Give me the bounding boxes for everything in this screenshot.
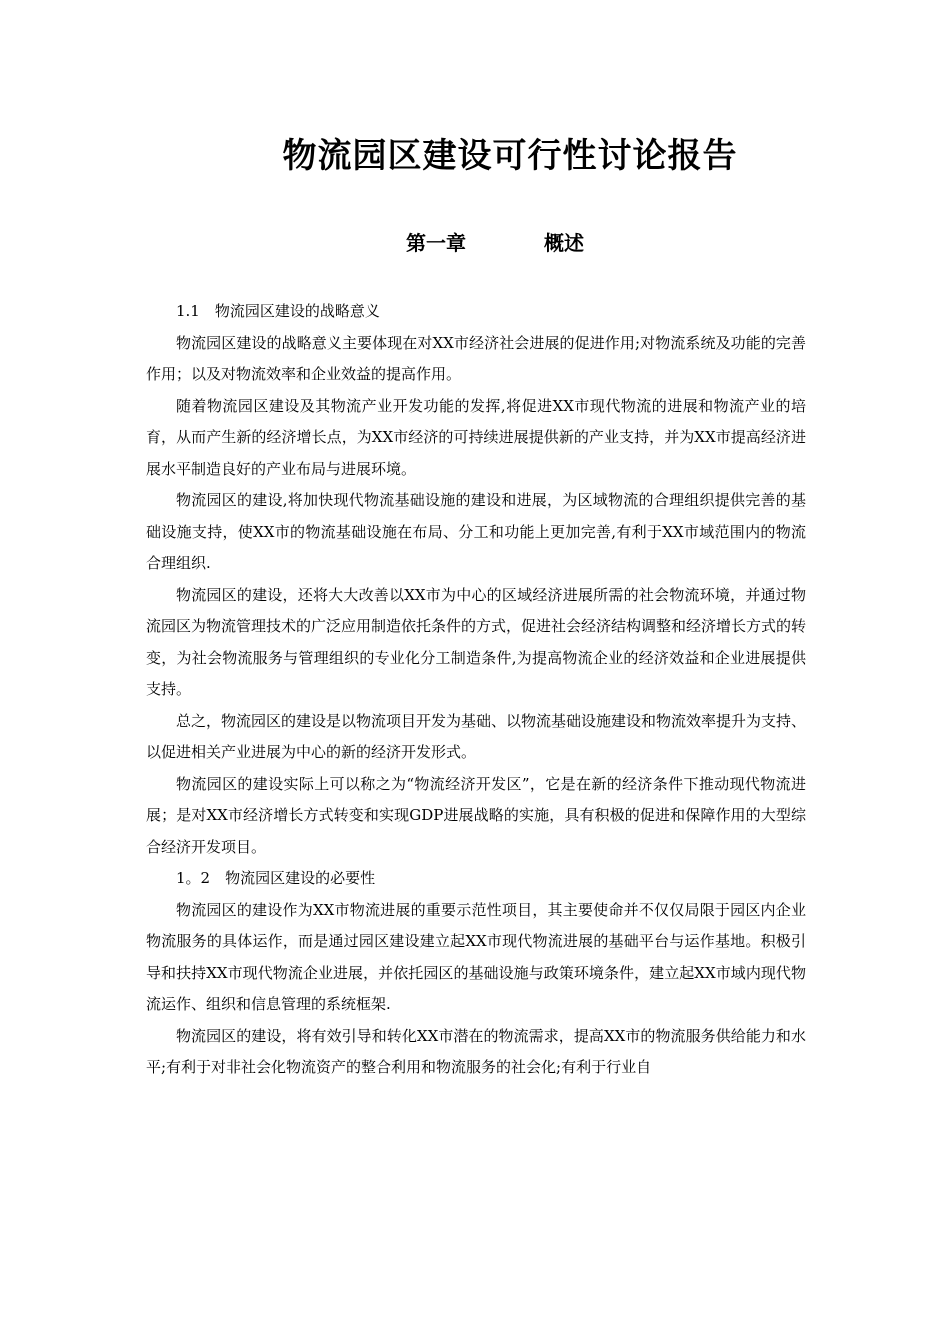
chapter-number: 第一章 xyxy=(406,231,466,255)
chapter-name: 概述 xyxy=(544,231,584,255)
paragraph: 随着物流园区建设及其物流产业开发功能的发挥,将促进XX市现代物流的进展和物流产业的培育，从而产生新的经济增长点，为XX市经济的可持续进展提供新的产业支持，并为XX市提高经济进展水平制造良好的产业布局与进展环境。 xyxy=(146,396,806,478)
section-heading: 1。2 物流园区建设的必要性 xyxy=(176,869,376,887)
paragraph: 物流园区的建设实际上可以称之为“物流经济开发区”，它是在新的经济条件下推动现代物流进展；是对XX市经济增长方式转变和实现GDP进展战略的实施，具有积极的促进和保障作用的大型综合经济开发项目。 xyxy=(146,774,806,856)
paragraph: 物流园区的建设,将加快现代物流基础设施的建设和进展，为区域物流的合理组织提供完善的基础设施支持，使XX市的物流基础设施在布局、分工和功能上更加完善,有利于XX市域范围内的物流合理组织. xyxy=(146,491,806,572)
document-title: 物流园区建设可行性讨论报告 xyxy=(282,136,738,176)
chapter-heading xyxy=(0,227,950,256)
paragraph: 物流园区的建设，还将大大改善以XX市为中心的区域经济进展所需的社会物流环境，并通过物流园区为物流管理技术的广泛应用制造依托条件的方式，促进社会经济结构调整和经济增长方式的转变，为社会物流服务与管理组织的专业化分工制造条件,为提高物流企业的经济效益和企业进展提供支持。 xyxy=(146,585,807,698)
document-body xyxy=(146,296,806,1084)
paragraph: 物流园区建设的战略意义主要体现在对XX市经济社会进展的促进作用;对物流系统及功能的完善作用；以及对物流效率和企业效益的提高作用。 xyxy=(146,333,806,383)
paragraph: 物流园区的建设作为XX市物流进展的重要示范性项目，其主要使命并不仅仅局限于园区内企业物流服务的具体运作，而是通过园区建设建立起XX市现代物流进展的基础平台与运作基地。积极引导和扶持XX市现代物流企业进展，并依托园区的基础设施与政策环境条件，建立起XX市域内现代物流运作、组织和信息管理的系统框架. xyxy=(146,900,806,1013)
section-heading: 1.1 物流园区建设的战略意义 xyxy=(176,302,380,320)
paragraph: 物流园区的建设，将有效引导和转化XX市潜在的物流需求，提高XX市的物流服务供给能力和水平;有利于对非社会化物流资产的整合利用和物流服务的社会化;有利于行业自 xyxy=(146,1026,806,1076)
paragraph: 总之，物流园区的建设是以物流项目开发为基础、以物流基础设施建设和物流效率提升为支持、以促进相关产业进展为中心的新的经济开发形式。 xyxy=(146,711,807,761)
